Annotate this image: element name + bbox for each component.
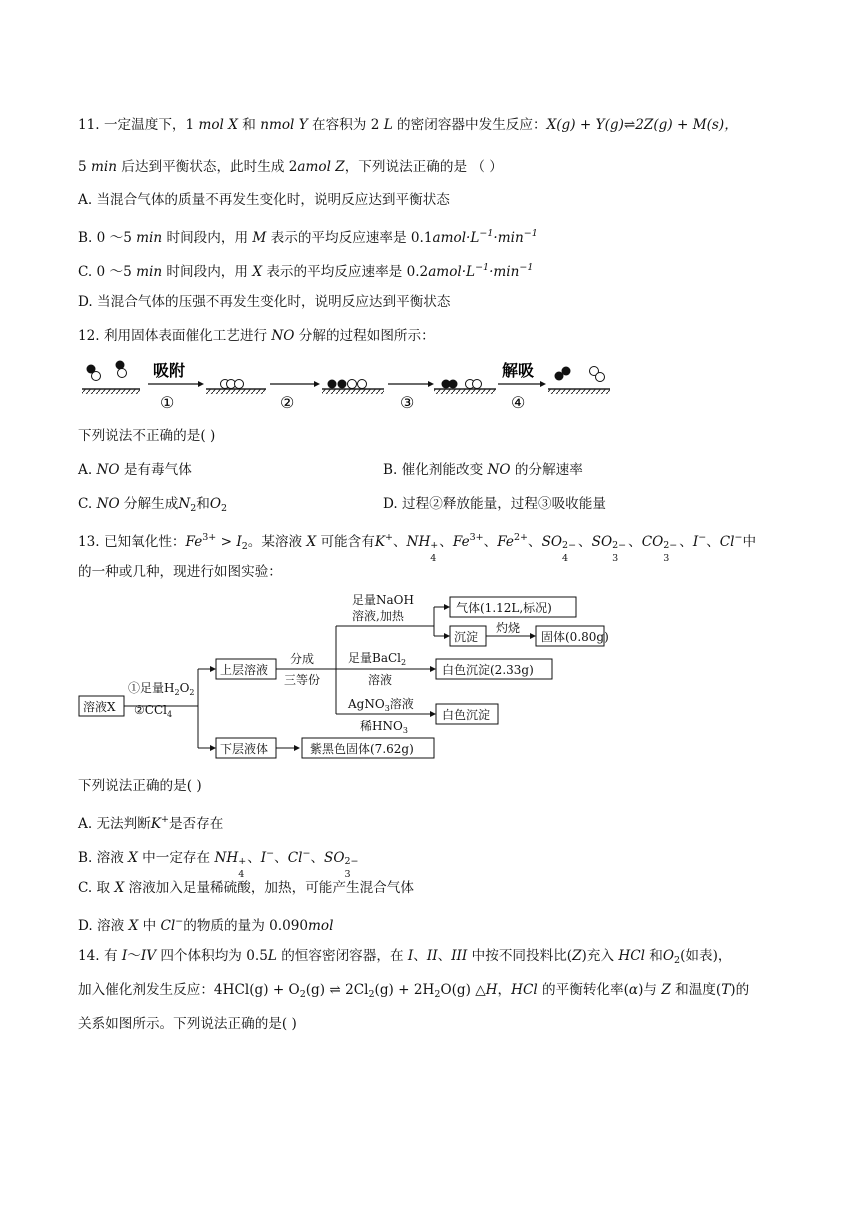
- q12-option-c: C. NO 分解生成$N_2$和$O_2$: [78, 496, 228, 514]
- gas-result-box: 气体(1.12L,标况): [456, 601, 552, 615]
- q14-line2: 加入催化剂发生反应：$4HCl(g) + O_2(g)$ ⇌ $2Cl_2(g) + 2H_2O(g)$ △H，HCl 的平衡转化率(α)与 Z 和温度(T)的: [78, 982, 750, 1000]
- svg-text:AgNO3溶液: AgNO$_3$溶液: [348, 697, 414, 713]
- catalysis-process-diagram: [78, 356, 618, 416]
- step-number-4: ④: [511, 393, 526, 412]
- q13-prompt: 下列说法正确的是( ): [78, 778, 202, 794]
- white-precipitate-1-box: 白色沉淀(2.33g): [442, 663, 534, 677]
- q13-stem-line2: 的一种或几种，现进行如图实验：: [78, 564, 282, 580]
- solution-x-box: 溶液X: [83, 700, 116, 714]
- svg-text:灼烧: 灼烧: [496, 621, 521, 635]
- recombined-molecules: [442, 380, 482, 389]
- q12-option-d: D. 过程②释放能量，过程③吸收能量: [383, 496, 606, 512]
- solid-result-box: 固体(0.80g): [541, 630, 609, 644]
- white-precipitate-2-box: 白色沉淀: [442, 708, 491, 722]
- svg-text:稀HNO3: 稀$HNO_3$: [360, 719, 408, 735]
- svg-text:溶液,加热: 溶液,加热: [352, 609, 404, 623]
- upper-layer-box: 上层溶液: [220, 663, 269, 677]
- step-number-2: ②: [280, 393, 295, 412]
- q11-option-d: D. 当混合气体的压强不再发生变化时，说明反应达到平衡状态: [78, 294, 451, 310]
- q11-line2: 5 min 后达到平衡状态，此时生成 2amol Z，下列说法正确的是 （ ）: [78, 159, 503, 175]
- svg-text:三等份: 三等份: [284, 673, 321, 687]
- no-molecule-2: [116, 361, 127, 378]
- svg-text:溶液: 溶液: [368, 673, 393, 687]
- q11-option-b: B. 0 ～5 min 时间段内，用 M 表示的平均反应速率是 $0.1amol\cdot L^{-1}\cdot\min^{-1}$: [78, 228, 538, 246]
- svg-text:足量NaOH: 足量NaOH: [352, 593, 414, 607]
- adsorbed-no-molecules: [221, 380, 244, 389]
- surface-1: [82, 389, 140, 394]
- q13-option-b: B. 溶液 X 中一定存在 NH + 4 、I−、Cl−、SO 2− 3: [78, 848, 359, 880]
- surface-3: [322, 389, 384, 394]
- q14-line3: 关系如图所示。下列说法正确的是( ): [78, 1016, 297, 1032]
- surface-5: [548, 389, 610, 394]
- q13-option-d: D. 溶液 X 中 Cl−的物质的量为 0.090mol: [78, 916, 334, 934]
- svg-text:②CCl4: ②CCl$_4$: [134, 703, 173, 719]
- surface-2: [206, 389, 266, 394]
- step-number-3: ③: [400, 393, 415, 412]
- svg-text:分成: 分成: [290, 652, 315, 666]
- q12-stem: 12. 利用固体表面催化工艺进行 NO 分解的过程如图所示：: [78, 328, 435, 344]
- q12-option-b: B. 催化剂能改变 NO 的分解速率: [383, 462, 583, 478]
- step-label-adsorb: 吸附: [153, 361, 186, 380]
- dissociated-atoms: [328, 380, 367, 389]
- purple-solid-box: 紫黑色固体(7.62g): [310, 742, 414, 756]
- q12-option-a: A. NO 是有毒气体: [78, 462, 192, 478]
- q13-stem-line1: 13. 已知氧化性：$Fe^{3+} > I_2$。某溶液 X 可能含有K+、NH + 4 、$Fe^{3+}$、$Fe^{2+}$、SO 2− 4 、SO 2− 3 、CO 2− 3 、I−、Cl−中: [78, 532, 757, 564]
- svg-text:①足量H2O2: ①足量$H_2O_2$: [128, 681, 195, 697]
- q13-option-c: C. 取 X 溶液加入足量稀硫酸，加热，可能产生混合气体: [78, 880, 414, 896]
- o2-molecule: [590, 367, 605, 382]
- experiment-flowchart: [78, 590, 618, 770]
- q12-prompt: 下列说法不正确的是( ): [78, 428, 216, 444]
- lower-layer-box: 下层液体: [220, 742, 269, 756]
- q11-line1: 11. 一定温度下，1 mol X 和 nmol Y 在容积为 2 L 的密闭容器中发生反应：X(g) + Y(g)⇌2Z(g) + M(s)，: [78, 117, 738, 133]
- q14-line1: 14. 有 I～IV 四个体积均为 0.5L 的恒容密闭容器，在 I、II、III 中按不同投料比(Z)充入 HCl 和$O_2$(如表)，: [78, 948, 732, 966]
- step-label-desorb: 解吸: [502, 361, 535, 380]
- n2-molecule: [555, 367, 571, 381]
- q11-option-a: A. 当混合气体的质量不再发生变化时，说明反应达到平衡状态: [78, 192, 450, 208]
- svg-text:足量BaCl2: 足量BaCl$_2$: [348, 651, 407, 667]
- q11-option-c: C. 0 ～5 min 时间段内，用 X 表示的平均反应速率是 $0.2amol\cdot L^{-1}\cdot\min^{-1}$: [78, 262, 534, 280]
- surface-4: [434, 389, 496, 394]
- step-number-1: ①: [160, 393, 175, 412]
- q13-option-a: A. 无法判断K+是否存在: [78, 814, 224, 832]
- no-molecule-1: [87, 365, 101, 381]
- precipitate-box: 沉淀: [454, 630, 479, 644]
